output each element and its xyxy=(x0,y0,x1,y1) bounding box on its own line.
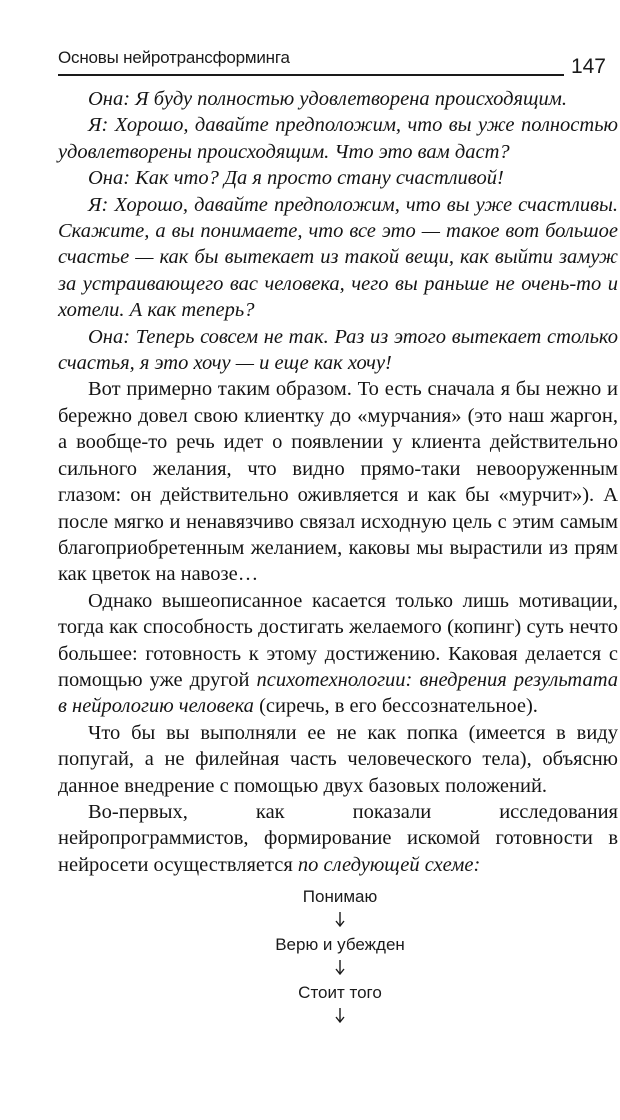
paragraph-text: (сиречь, в его бессознательное). xyxy=(253,695,538,718)
body-text xyxy=(58,86,618,878)
paragraph-text: Однако вышеописанное касается только лишь мотивации, тогда как способность достигать желаемого (копинг) суть нечто большее: готовность к этому достижению. Каковая делается с помощью уже другой xyxy=(58,589,618,691)
paragraph-text: Во-первых, как показали исследования нейропрограммистов, формирование искомой готовности в нейросети осуществляется xyxy=(58,800,618,876)
running-title: Основы нейротрансформинга xyxy=(58,48,290,67)
dialogue-line: Я: Хорошо, давайте предположим, что вы уже счастливы. Скажите, а вы понимаете, что все это — такое вот большое счастье — как бы вытекает из такой вещи, как выйти замуж за устраивающего вас человека, чего вы раньше не очень-то и хотели. А как теперь? xyxy=(58,193,618,322)
arrow-down-icon xyxy=(334,1007,346,1023)
scheme-step: Стоит того xyxy=(298,983,382,1002)
arrow-down-icon xyxy=(334,911,346,927)
paragraph: Что бы вы выполняли ее не как попка (имеется в виду попугай, а не филейная часть человеческого тела), объясню данное внедрение с помощью двух базовых положений. xyxy=(58,721,618,797)
header-rule xyxy=(58,74,564,76)
dialogue-block xyxy=(58,86,618,376)
page-number: 147 xyxy=(570,55,606,78)
dialogue-line: Она: Как что? Да я просто стану счастливой! xyxy=(88,167,504,190)
paragraph xyxy=(58,588,618,720)
dialogue-line: Она: Я буду полностью удовлетворена происходящим. xyxy=(88,88,567,110)
scheme-step: Понимаю xyxy=(302,887,378,906)
emphasis-text: психотехнологии: внедрения результата в нейрологию человека xyxy=(58,668,618,718)
scheme-step: Верю и убежден xyxy=(275,935,405,954)
dialogue-line: Я: Хорошо, давайте предположим, что вы уже полностью удовлетворены происходящим. Что это вам даст? xyxy=(58,114,618,163)
emphasis-text: по следующей схеме: xyxy=(297,853,481,876)
paragraph xyxy=(58,799,618,878)
arrow-down-icon xyxy=(334,959,346,975)
dialogue-line: Она: Теперь совсем не так. Раз из этого вытекает столько счастья, я это хочу — и еще как хочу! xyxy=(58,325,618,375)
paragraph: Вот примерно таким образом. То есть сначала я бы нежно и бережно довел свою клиентку до «мурчания» (это наш жаргон, а вообще-то речь идет о появлении у клиента действительно сильного желания, что видно прямо-таки невооруженным глазом: он действительно оживляется и как бы «мурчит»). А после мягко и ненавязчиво связал исходную цель с этим самым благоприобретенным желанием, каковы мы вырастили из прям как цветок на навозе… xyxy=(58,378,618,586)
